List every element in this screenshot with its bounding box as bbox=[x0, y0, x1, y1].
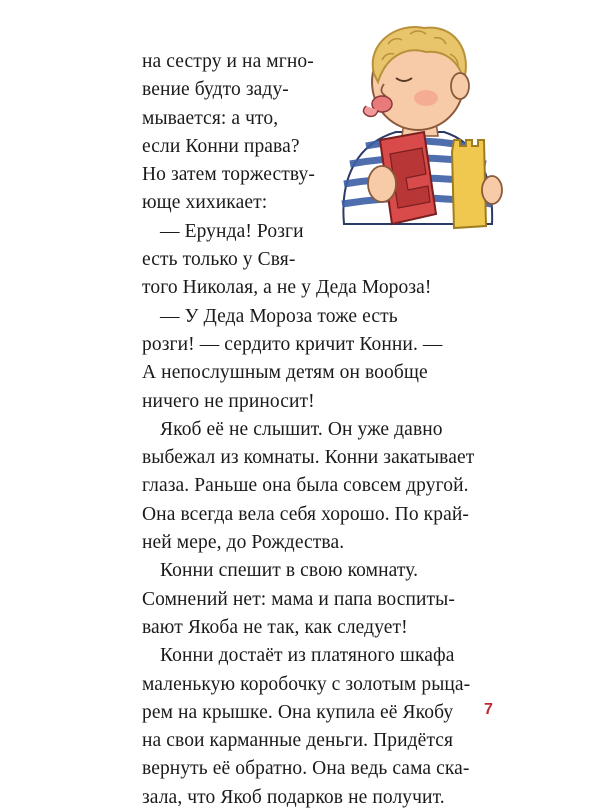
text-line: ней мере, до Рождества. bbox=[142, 532, 345, 554]
text-line: Конни достаёт из платяного шкафа bbox=[160, 645, 455, 667]
text-line: — Ерунда! Розги bbox=[160, 220, 304, 242]
text-line: юще хихикает: bbox=[142, 192, 268, 214]
story-text bbox=[142, 48, 474, 812]
text-line: Якоб её не слышит. Он уже давно bbox=[160, 418, 443, 440]
text-line: — У Деда Мороза тоже есть bbox=[160, 305, 398, 327]
text-line: розги! — сердито кричит Конни. — bbox=[142, 333, 443, 355]
text-line: вение будто заду- bbox=[142, 79, 289, 101]
text-line: вернуть её обратно. Она ведь сама ска- bbox=[142, 758, 470, 780]
text-line: на свои карманные деньги. Придётся bbox=[142, 730, 454, 752]
text-line: Но затем торжеству- bbox=[142, 164, 315, 186]
text-line: Сомнений нет: мама и папа воспиты- bbox=[142, 588, 455, 610]
text-line: есть только у Свя- bbox=[142, 249, 296, 271]
text-line: зала, что Якоб подарков не получит. bbox=[142, 786, 445, 808]
text-line: вают Якоба не так, как следует! bbox=[142, 616, 408, 638]
text-line: рем на крышке. Она купила её Якобу bbox=[142, 701, 454, 723]
text-line: мывается: а что, bbox=[142, 107, 279, 129]
text-line: если Конни права? bbox=[142, 135, 300, 157]
text-line: Конни спешит в свою комнату. bbox=[160, 560, 419, 582]
text-line: выбежал из комнаты. Конни закатывает bbox=[142, 447, 475, 469]
text-line: на сестру и на мгно- bbox=[142, 51, 314, 72]
text-line: глаза. Раньше она была совсем другой. bbox=[142, 475, 469, 497]
text-line: А непослушным детям он вообще bbox=[142, 362, 428, 384]
text-line: Она всегда вела себя хорошо. По край- bbox=[142, 503, 469, 525]
page-number: 7 bbox=[484, 701, 493, 718]
text-line: маленькую коробочку с золотым рыца- bbox=[142, 673, 471, 695]
text-line: ничего не приносит! bbox=[142, 390, 315, 412]
text-line: того Николая, а не у Деда Мороза! bbox=[142, 277, 432, 299]
